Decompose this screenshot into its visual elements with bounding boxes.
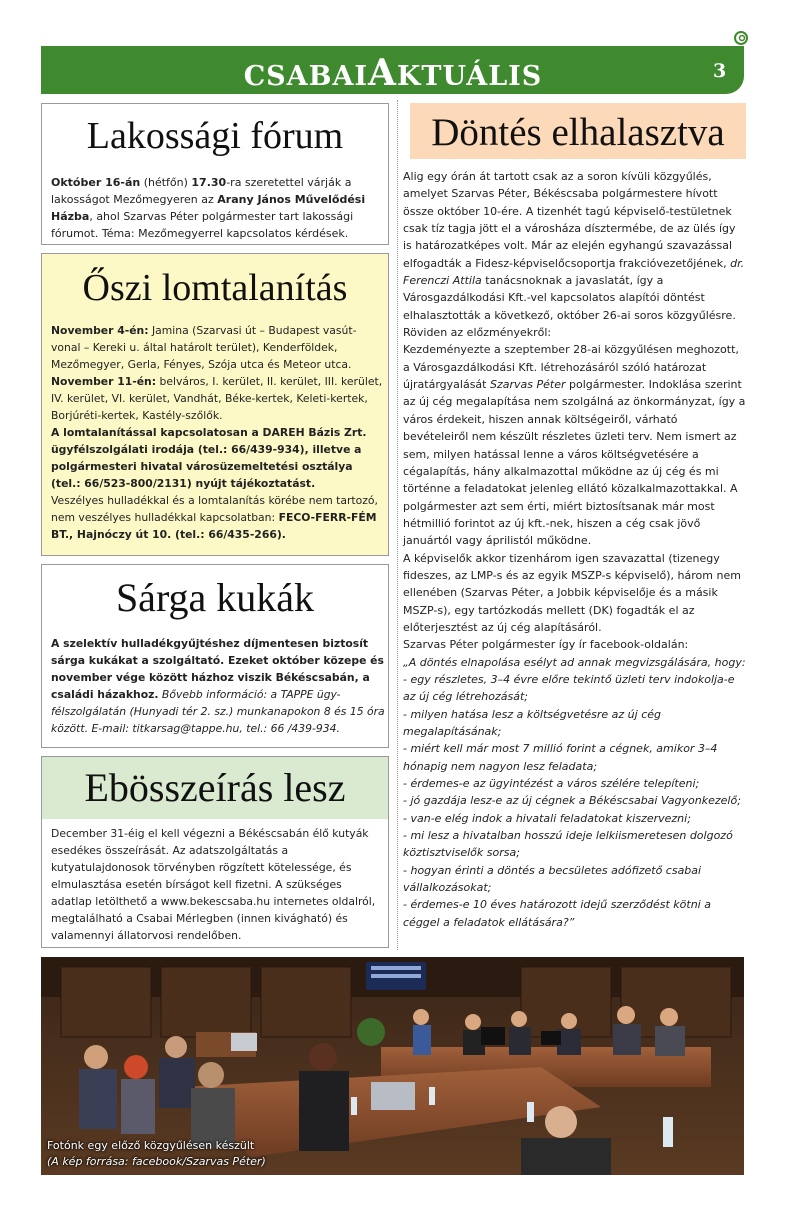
quote-line: - jó gazdája lesz-e az új cégnek a Békéscsabai Vagyonkezelő;	[403, 794, 741, 808]
forum-title: Lakossági fórum	[86, 115, 344, 157]
lomtalanitas-article	[41, 253, 389, 556]
quote-line: - milyen hatása lesz a költségvetésre az új cég megalapításának;	[403, 707, 661, 738]
forum-venue: Arany János Művelődési Házba	[51, 193, 366, 223]
ebossze-text: December 31-éig el kell végezni a Békéscsabán élő kutyák esedékes összeírását. Az adatszolgáltatás a kutyatulajdonosok törvényben rögzített kötelessége, és elmulasztása esetén bírságot kell fizetni. A szükséges adatlap letölthető a www.bekescsaba.hu internetes oldalról, megtalálható a Csabai Mérlegben (innen kivágható) és valamennyi állatorvosi rendelőben.	[51, 827, 376, 942]
masthead-part1: CSABAI	[243, 61, 369, 92]
quote-line: - egy részletes, 3–4 évre előre tekintő üzleti terv indokolja-e az új cég létrehozását;	[403, 672, 735, 704]
column-divider	[397, 100, 398, 950]
quote-line: - mi lesz a hivatalban hosszú ideje lelkiismeretesen dolgozó köztisztviselők sorsa;	[403, 829, 733, 860]
masthead	[0, 52, 786, 94]
dontes-title: Döntés elhalasztva	[431, 111, 725, 154]
photo-caption-line2: (A kép forrása: facebook/Szarvas Péter)	[47, 1155, 266, 1168]
lomtalanitas-title: Őszi lomtalanítás	[82, 267, 348, 309]
quote-line: - érdemes-e az ügyintézést a város szélére telepíteni;	[403, 777, 700, 791]
masthead-initial: A	[368, 52, 397, 94]
quote-line: - miért kell már most 7 millió forint a cégnek, amikor 3–4 hónapig nem nagyon lesz feladata;	[403, 742, 718, 773]
forum-article	[41, 103, 389, 245]
ebossze-title: Ebösszeírás lesz	[84, 765, 346, 810]
page-number: 3	[713, 60, 727, 82]
lomtalanitas-text: November 4-én: Jamina (Szarvasi út – Budapest vasút-vonal – Kereki u. által határolt terület), Kenderföldek, Mezőmegyer, Gerla, Fényes, Szója utca és Meteor utca. November 11-én: belváros, I. kerület, II. kerület, III. kerület, IV. kerület, VI. kerület, Vandhát, Béke-kertek, Keleti-kertek, Borjúréti-kertek, Kastély-szőlők. A lomtalanítással kapcsolatosan a DAREH Bázis Zrt. ügyfélszolgálati irodája (tel.: 66/439-934), illetve a polgármesteri hivatal városüzemeltetési osztálya (tel.: 66/523-800/2131) nyújt tájékoztatást. Veszélyes hulladékkal és a lomtalanítás körébe nem tartozó, nem veszélyes hulladékkal kapcsolatban: FECO-FERR-FÉM BT., Hajnóczy út 10. (tel.: 66/435-266).	[51, 324, 383, 541]
kukak-text: A szelektív hulladékgyűjtéshez díjmentesen biztosít sárga kukákat a szolgáltató. Ezeket október közepe és november vége között házhoz viszik Békéscsabán, a családi házakhoz. Bővebb információ: a TAPPE ügy-félszolgálatán (Hunyadi tér 2. sz.) munkanapokon 8 és 15 óra között. E-mail: titkarsag@tappe.hu, tel.: 66 /439-934.	[51, 637, 385, 735]
quote-line: - van-e elég indok a hivatali feladatokat kiszervezni;	[403, 811, 691, 825]
photo-caption	[47, 1138, 266, 1170]
forum-time: 17.30	[191, 176, 227, 189]
kukak-article	[41, 564, 389, 748]
ebossze-article	[41, 756, 389, 948]
quote-line: - érdemes-e 10 éves határozott idejű szerződést kötni a céggel a feladatok ellátására?”	[403, 898, 711, 929]
dontes-text: Alig egy órán át tartott csak az a soron kívüli közgyűlés, amelyet Szarvas Péter, Békéscsaba polgármestere hívott össze október 10-ére. A tizenhét tagú képviselő-testületnek csak tíz tagja jött el a városháza dísztermébe, de az ülés így is határozatképes volt. Már az elején egyhangú szavazással elfogadták a Fidesz-képviselőcsoportja frakcióvezetőjének, dr. Ferenczi Attila tanácsnoknak a javaslatát, így a Városgazdálkodási Kft.-vel kapcsolatos alapítói döntést elhalasztották a következő, október 26-ai soros közgyűlésre. Röviden az előzményekről: Kezdeményezte a szeptember 28-ai közgyűlésen meghozott, a Városgazdálkodási Kft. létrehozásáról szóló határozat újratárgyalását Szarvas Péter polgármester. Indoklása szerint az új cég megalapítása nem szolgálná az önkormányzat, így a város érdekeit, hiszen annak költségeiről, várható bevételeiről nem készült részletes üzleti terv. Nem ismert az sem, milyen hatással lenne a város költségvetésére a cégalapítás, hány alkalmazottal működne az új cég és mi történne a feladatokat jelenleg ellátó közalkalmazottakkal. A polgármester azt sem érti, miért biztosítsanak már most hétmillió forintot az új kft.-nek, hiszen a cég csak jövő januártól vagy áprilistól működne. A képviselők akkor tizenhárom igen szavazattal (tizenegy fideszes, az LMP-s és az egyik MSZP-s képviselő), három nem ellenében (Szarvas Péter, a Jobbik képviselője és a másik MSZP-s), egy tartózkodás mellett (DK) fogadták el az előterjesztést az új cég alapításáról. Szarvas Péter polgármester így ír facebook-oldalán: „A döntés elnapolása esélyt ad annak megvizsgálására, hogy: - egy részletes, 3–4 évre előre tekintő üzleti terv indokolja-e az új cég létrehozását; - milyen hatása lesz a költségvetésre az új cég megalapításának; - miért kell már most 7 millió forint a cégnek, amikor 3–4 hónapig nem nagyon lesz feladata; - érdemes-e az ügyintézést a város szélére telepíteni; - jó gazdája lesz-e az új cégnek a Békéscsabai Vagyonkezelő; - van-e elég indok a hivatali feladatokat kiszervezni; - mi lesz a hivatalban hosszú ideje lelkiismeretesen dolgozó köztisztviselők sorsa; - hogyan érinti a döntés a becsületes adófizető csabai vállalkozásokat; - érdemes-e 10 éves határozott idejű szerződést kötni a céggel a feladatok ellátására?”	[403, 168, 746, 931]
swirl-logo-icon	[733, 30, 749, 46]
quote-line: „A döntés elnapolása esélyt ad annak megvizsgálására, hogy:	[403, 655, 746, 669]
masthead-part2: KTUÁLIS	[396, 61, 543, 92]
photo-caption-line1: Fotónk egy előző közgyűlésen készült	[47, 1139, 255, 1152]
forum-text: Október 16-án (hétfőn) 17.30-ra szeretettel várják a lakosságot Mezőmegyeren az Arany János Művelődési Házba, ahol Szarvas Péter polgármester tart lakossági fórumot. Téma: Mezőmegyerrel kapcsolatos kérdések.	[51, 176, 366, 240]
kukak-title: Sárga kukák	[115, 575, 315, 620]
forum-date: Október 16-án	[51, 176, 141, 189]
quote-line: - hogyan érinti a döntés a becsületes adófizető csabai vállalkozásokat;	[403, 863, 702, 895]
